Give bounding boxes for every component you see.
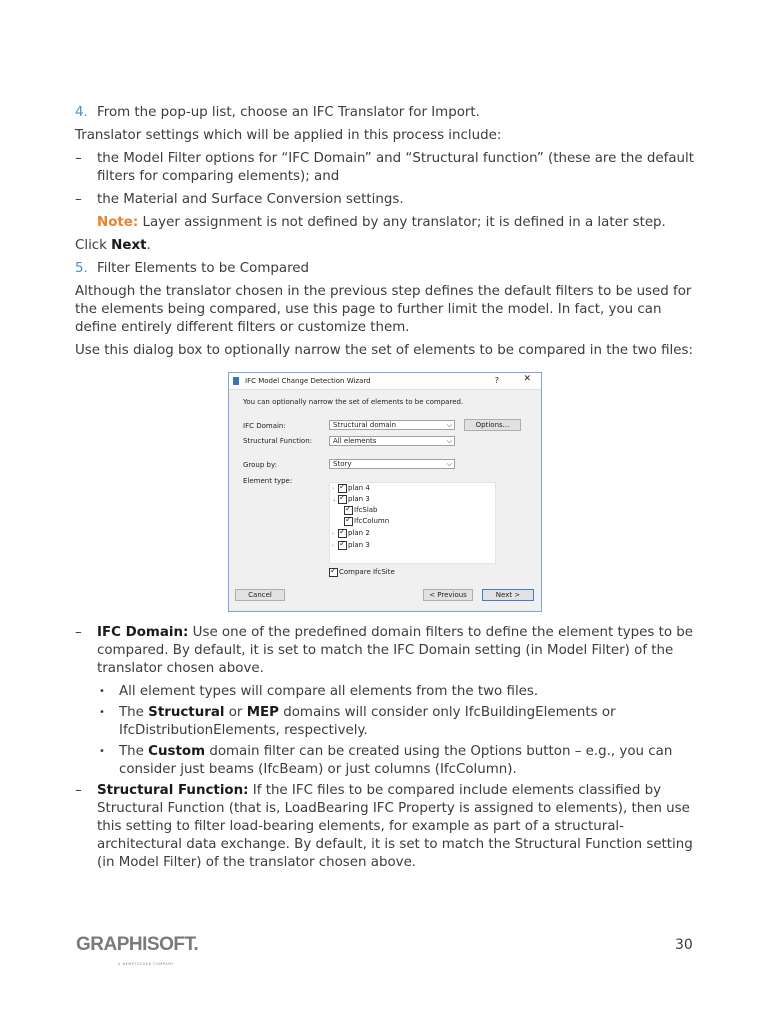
group-by-label: Group by: bbox=[243, 461, 277, 469]
app-icon bbox=[233, 377, 239, 385]
list-item: – the Material and Surface Conversion settings. bbox=[75, 192, 404, 207]
tree-node-plan-2[interactable]: ›✓ plan 2 bbox=[332, 528, 370, 538]
tree-node-plan-3[interactable]: ⌄✓ plan 3 bbox=[332, 494, 370, 504]
list-item: • The Structural or MEP domains will consider only IfcBuildingElements or IfcDistributionElements, respectively. bbox=[99, 705, 616, 738]
expand-arrow-icon[interactable]: › bbox=[332, 543, 334, 549]
element-type-label: Element type: bbox=[243, 477, 293, 485]
checkbox[interactable] bbox=[344, 517, 353, 526]
dialog-title: IFC Model Change Detection Wizard bbox=[245, 377, 371, 385]
list-item: • All element types will compare all elements from the two files. bbox=[99, 684, 539, 699]
step-5: 5. Filter Elements to be Compared bbox=[75, 261, 310, 276]
paragraph: Although the translator chosen in the previous step defines the default filters to be used for the elements being compared, use this page to further limit the model. In fact, you can define entirely different filters or customize them. bbox=[75, 284, 692, 335]
dialog-intro: You can optionally narrow the set of elements to be compared. bbox=[243, 398, 464, 406]
element-type-tree bbox=[329, 482, 496, 564]
tree-node-plan-3b[interactable]: ›✓ plan 3 bbox=[332, 540, 370, 550]
tree-node-ifccolumn[interactable]: ✓IfcColumn bbox=[344, 516, 389, 526]
expand-arrow-icon[interactable]: › bbox=[332, 531, 334, 537]
step-4: 4. From the pop-up list, choose an IFC Translator for Import. bbox=[75, 105, 480, 120]
graphisoft-logo: GRAPHISOFT. bbox=[76, 934, 199, 955]
checkbox[interactable] bbox=[329, 568, 338, 577]
document-body bbox=[75, 104, 695, 877]
logo-subtitle: A NEMETSCHEK COMPANY bbox=[118, 962, 174, 966]
next-button[interactable]: Next > bbox=[482, 589, 534, 601]
tree-node-plan-4[interactable]: ›✓ plan 4 bbox=[332, 483, 370, 493]
chevron-down-icon: ⌵ bbox=[446, 437, 452, 445]
checkbox[interactable] bbox=[338, 495, 347, 504]
checkbox[interactable] bbox=[338, 541, 347, 550]
tree-node-ifcslab[interactable]: ✓IfcSlab bbox=[344, 505, 378, 515]
chevron-down-icon: ⌵ bbox=[446, 421, 452, 429]
compare-ifcsite-checkbox[interactable]: ✓Compare IfcSite bbox=[329, 567, 395, 577]
step-number: 5. bbox=[75, 261, 88, 276]
wizard-dialog-screenshot bbox=[228, 372, 542, 612]
page-number: 30 bbox=[675, 937, 693, 953]
structural-function-description: – Structural Function: If the IFC files to be compared include elements classified by Structural Function (that is, LoadBearing IFC Property is assigned to elements), then use this setting to filter load-bearing elements, for example as part of a structural-architectural data exchange. By default, it is set to match the Structural Function setting (in Model Filter) of the translator chosen above. bbox=[75, 783, 693, 870]
structural-function-select[interactable]: All elements ⌵ bbox=[329, 436, 455, 446]
list-item: • The Custom domain filter can be created using the Options button – e.g., you can consider just beams (IfcBeam) or just columns (IfcColumn). bbox=[99, 744, 673, 777]
structural-function-label: Structural Function: bbox=[243, 437, 313, 445]
step-number: 4. bbox=[75, 105, 88, 120]
previous-button[interactable]: < Previous bbox=[423, 589, 473, 601]
dialog-title-bar bbox=[229, 373, 541, 390]
list-item: – the Model Filter options for “IFC Domain” and “Structural function” (these are the default filters for comparing elements); and bbox=[75, 151, 694, 184]
ifc-domain-label: IFC Domain: bbox=[243, 422, 286, 430]
ifc-domain-description: – IFC Domain: Use one of the predefined domain filters to define the element types to be compared. By default, it is set to match the IFC Domain setting (in Model Filter) of the translator chosen above. bbox=[75, 625, 694, 676]
ifc-domain-select[interactable]: Structural domain ⌵ bbox=[329, 420, 455, 430]
translator-intro: Translator settings which will be applied in this process include: bbox=[75, 128, 502, 143]
cancel-button[interactable]: Cancel bbox=[235, 589, 285, 601]
note: Note: Layer assignment is not defined by any translator; it is defined in a later step. bbox=[97, 215, 666, 230]
checkbox[interactable] bbox=[338, 529, 347, 538]
expand-arrow-icon[interactable]: › bbox=[332, 486, 334, 492]
options-button[interactable]: Options... bbox=[464, 419, 521, 431]
checkbox[interactable] bbox=[344, 506, 353, 515]
click-next: Click Next. bbox=[75, 238, 151, 253]
collapse-arrow-icon[interactable]: ⌄ bbox=[332, 497, 337, 503]
close-button[interactable]: ✕ bbox=[523, 374, 531, 384]
paragraph: Use this dialog box to optionally narrow the set of elements to be compared in the two files: bbox=[75, 343, 693, 358]
group-by-select[interactable]: Story ⌵ bbox=[329, 459, 455, 469]
chevron-down-icon: ⌵ bbox=[446, 460, 452, 468]
checkbox[interactable] bbox=[338, 484, 347, 493]
dialog-body bbox=[229, 390, 541, 611]
help-button[interactable]: ? bbox=[494, 376, 499, 385]
